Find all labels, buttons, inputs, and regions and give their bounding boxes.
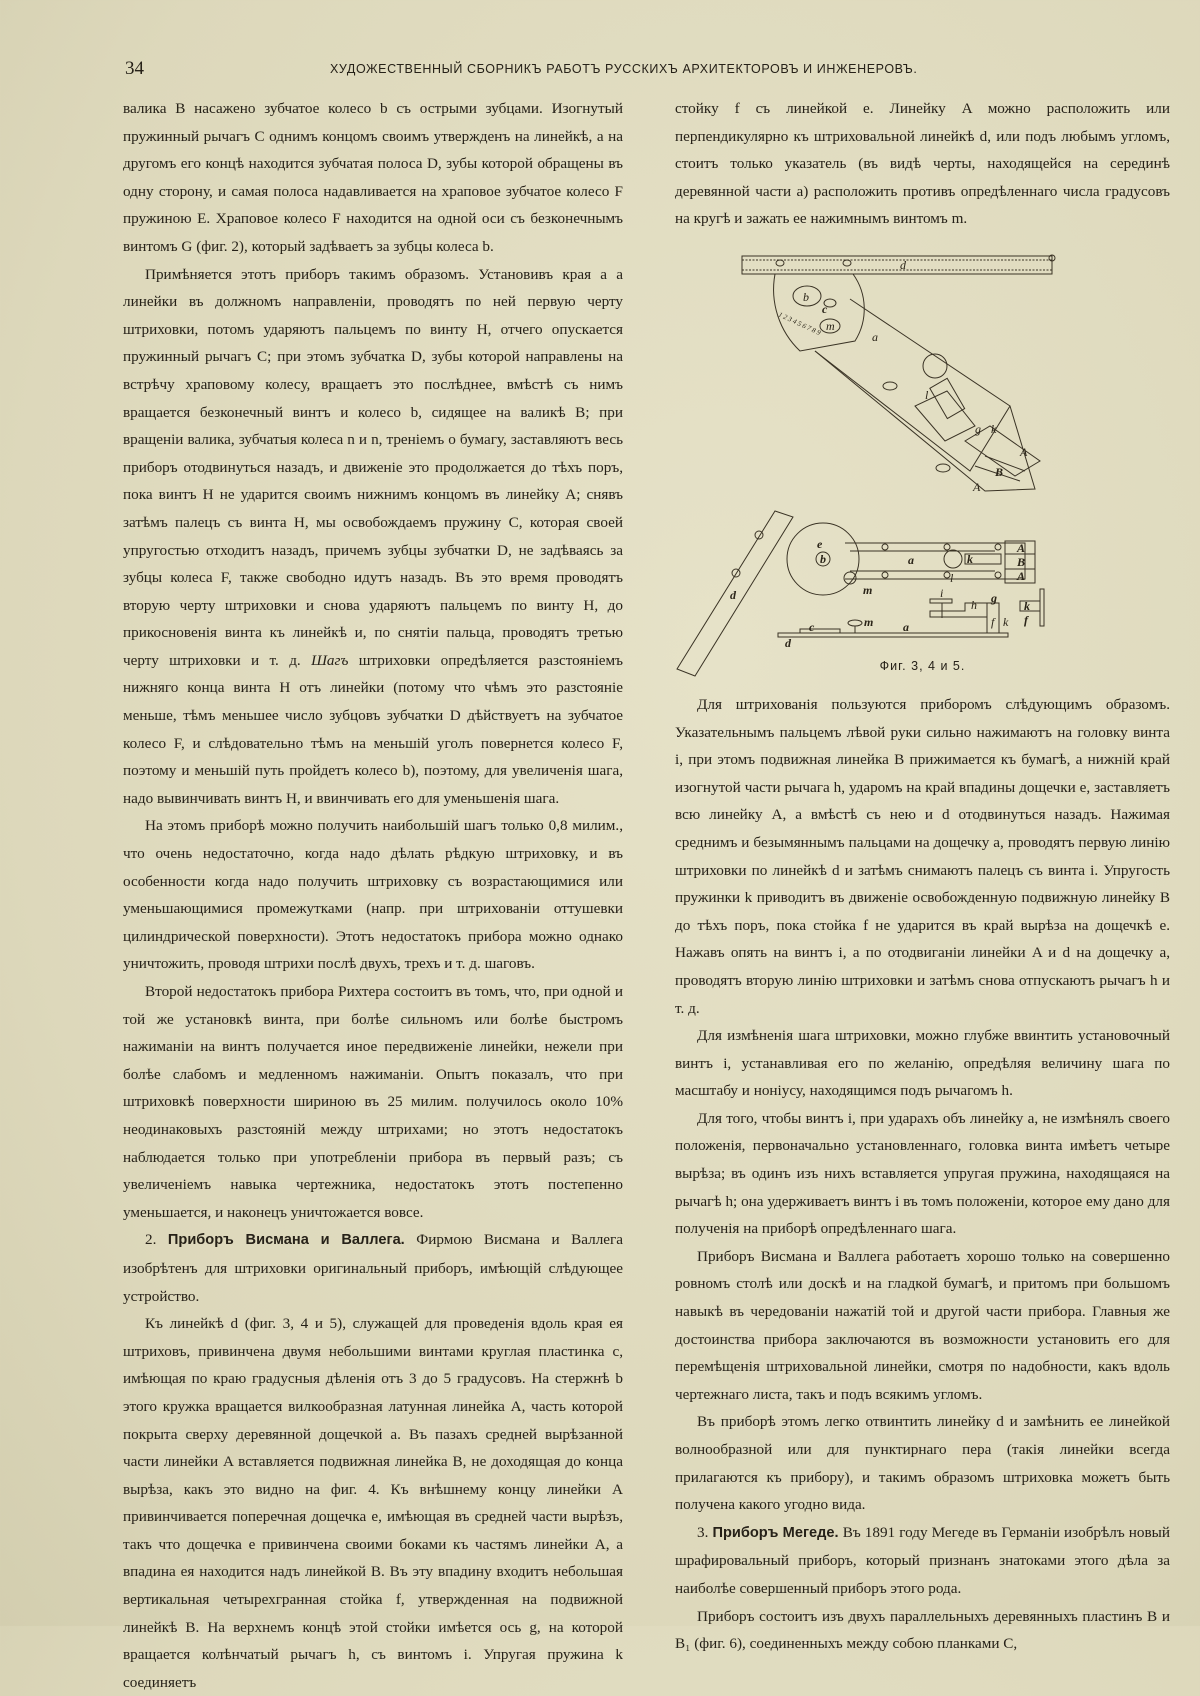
fig5-label-c: c: [809, 619, 815, 634]
fig5-label-d: d: [785, 635, 791, 650]
fig3-dial-c: [774, 274, 865, 351]
fig3-ruler-d: [742, 255, 1055, 274]
running-head: ХУДОЖЕСТВЕННЫЙ СБОРНИКЪ РАБОТЪ РУССКИХЪ АРХИТЕКТОРОВЪ И ИНЖЕНЕРОВЪ.: [330, 62, 918, 76]
fig3-label-c: c: [822, 301, 828, 316]
fig5-lever-h: [930, 603, 987, 617]
fig4-label-b: b: [820, 551, 826, 566]
paragraph: валика В насажено зубчатое колесо b съ острыми зубцами. Изогнутый пружинный рычагъ С однимъ концомъ своимъ утвержденъ на линейкѣ, а на другомъ его концѣ находится зубчатая полоса D, зубы которой обращены въ одну сторону, и самая полоса надавливается на храповое зубчатое колесо F пружиною E. Храповое колесо F находится на одной оси съ безконечнымъ винтомъ G (фиг. 2), который задѣваетъ за зубцы колеса b.: [123, 100, 623, 255]
paragraph: Для измѣненія шага штриховки, можно глубже ввинтить установочный винтъ i, устанавливая его по желанію, опредѣляя величину шага по масштабу и ноніусу, находящимся подъ рычагомъ h.: [675, 1027, 1170, 1100]
fig3-label-d: d: [900, 257, 906, 272]
fig5-label-g: g: [991, 590, 997, 605]
fig4-label-l: l: [950, 570, 954, 585]
fig4-label-B: B: [1017, 554, 1026, 569]
fig5-end-label-f: f: [1024, 612, 1028, 627]
fig3-dial-numbers: 1 2 3 4 5 6 7 8 9: [777, 310, 822, 338]
fig3-label-a: a: [872, 329, 878, 344]
fig3-label-l: l: [925, 387, 929, 402]
fig5-end-label-k: k: [1024, 598, 1030, 613]
fig3-label-A-top: A: [1020, 444, 1028, 459]
fig5-label-k: k: [1003, 614, 1009, 629]
fig5-label-i: i: [940, 585, 944, 600]
paragraph: стойку f съ линейкой e. Линейку A можно расположить или перпендикулярно къ штриховальной линейкѣ d, или подъ любымъ угломъ, стоитъ только указатель (въ видѣ черты, находящейся на серединѣ деревянной части a) расположить противъ опредѣленнаго числа градусовъ на кругѣ и зажать ее нажимнымъ винтомъ m.: [675, 100, 1170, 228]
page-number: 34: [125, 58, 144, 79]
paragraph-text: Фирмою Висмана и Валлега изобрѣтенъ для штриховки оригинальный приборъ, имѣющій слѣдующее устройство.: [123, 1231, 624, 1305]
paragraph: [123, 261, 623, 813]
fig4-label-k: k: [967, 551, 973, 566]
fig5-label-h: h: [971, 597, 977, 612]
figure-caption: Фиг. 3, 4 и 5.: [879, 659, 966, 674]
fig3-board-a: [815, 299, 1010, 471]
right-column: [675, 95, 1170, 1658]
paragraph: Къ линейкѣ d (фиг. 3, 4 и 5), служащей для проведенія вдоль края ея штриховъ, привинчена двумя небольшими винтами круглая пластинка c, имѣющая по краю градусныя дѣленія отъ 3 до 5 градусовъ. На стержнѣ b этого кружка вращается вилкообразная латунная линейка A, часть которой покрыта сверху деревянной дощечкой a. Въ пазахъ средней вырѣзанной части линейки A вставляется подвижная линейка B, не доходящая до конца вырѣза, какъ это видно на фиг. 4. Къ внѣшнему концу линейки A привинчивается поперечная дощечка e, имѣющая въ средней части вырѣзъ, такъ что дощечка e привинчена своими боками къ частямъ линейки A, а впадина ея находится надъ линейкой B. Въ эту впадину входитъ небольшая вертикальная четырехгранная стойка f, утвержденная на подвижной линейкѣ B. На верхнемъ концѣ этой стойки имѣется ось g, на которой вращается колѣнчатый рычагъ h, съ винтомъ i. Упругая пружина k соединяетъ: [123, 1315, 623, 1691]
paragraph: Приборъ Висмана и Валлега работаетъ хорошо только на совершенно ровномъ столѣ или доскѣ и на гладкой бумагѣ, и притомъ при большомъ навыкѣ въ чередованіи нажатій той и другой части прибора. Главныя же достоинства прибора заключаются въ возможности установить его для перемѣщенія штриховальной линейки, смотря по надобности, какъ вдоль чертежнаго листа, такъ и подъ всякимъ угломъ.: [675, 1247, 1170, 1403]
paragraph: Приборъ состоитъ изъ двухъ параллельныхъ деревянныхъ пластинъ B и B₁ (фиг. 6), соединенныхъ между собою планками C,: [675, 1607, 1170, 1653]
fig4-label-A-bottom: A: [1017, 568, 1026, 583]
instrument-drawing: [675, 241, 1170, 681]
paragraph: Для того, чтобы винтъ i, при ударахъ объ линейку a, не измѣнялъ своего положенія, первоначально установленнаго, головка винта имѣетъ четыре вырѣза; въ одинъ изъ нихъ вставляется упругая пружина, находящаяся на рычагѣ h; она удерживаетъ винтъ i въ томъ положеніи, которое ему дано для полученія на приборѣ опредѣленнаго шага.: [675, 1109, 1170, 1238]
fig5-label-a: a: [903, 619, 909, 634]
fig3-label-b: b: [803, 289, 809, 304]
paragraph: Для штрихованія пользуются приборомъ слѣдующимъ образомъ. Указательнымъ пальцемъ лѣвой руки сильно нажимаютъ на головку винта i, при этомъ подвижная линейка B прижимается къ бумагѣ, а нижній край изогнутой части рычага h, ударомъ на край впадины дощечки e, заставляетъ всю линейку A, а вмѣстѣ съ нею и d отодвинуться назадъ. Нажимая среднимъ и безымяннымъ пальцами на дощечку a, проводятъ первую линію штриховки по линейкѣ d и затѣмъ снимаютъ палецъ съ винта i. Упругость пружинки k приводитъ въ движеніе освобожденную подвижную линейку B до тѣхъ поръ, пока стойка f не ударится въ край вырѣза на дощечкѣ e. Нажавъ опять на винтъ i, а по отодвиганіи линейки A и d на дощечку a, проводятъ вторую линію штриховки и затѣмъ снова отпускаютъ рычагъ h и т. д.: [675, 695, 1170, 1017]
fig5-screw-m: [848, 620, 862, 626]
fig4-label-m: m: [863, 582, 873, 597]
section-paragraph: [123, 1226, 623, 1310]
fig3-label-A-bottom: A: [973, 479, 981, 494]
fig4-screw-i: [944, 550, 962, 568]
fig5-label-f: f: [991, 614, 995, 629]
fig4-label-d: d: [730, 587, 736, 602]
paragraph: На этомъ приборѣ можно получить наибольшій шагъ только 0,8 милим., что очень недостаточно, когда надо дѣлать рѣдкую штриховку, и въ особенности когда надо получить штриховку съ возрастающимися или уменьшающимися промежутками (напр. при штрихованіи оттушевки цилиндрической поверхности). Этотъ недостатокъ прибора можно однако уничтожить, проводя штрихи послѣ двухъ, трехъ и т. д. шаговъ.: [123, 817, 623, 973]
fig3-label-k: k: [991, 421, 997, 436]
paragraph: Въ приборѣ этомъ легко отвинтить линейку d и замѣнить ее линейкой волнообразной или для пунктирнаго пера (такія линейки всегда прилагаются къ прибору), и такимъ образомъ штриховка можетъ быть получена какого угодно вида.: [675, 1413, 1170, 1514]
section-number: 2.: [145, 1231, 157, 1249]
section-number: 3.: [697, 1523, 709, 1541]
fig4-label-A-top: A: [1017, 540, 1026, 555]
fig4-label-e: e: [817, 536, 823, 551]
section-paragraph: [675, 1519, 1170, 1603]
left-column: [123, 95, 623, 1696]
figure-3-4-5: [675, 241, 1170, 681]
paragraph-text: Примѣняется этотъ приборъ такимъ образомъ. Установивъ края a a линейки въ должномъ направленіи, проводятъ по ней первую черту штриховки, потомъ ударяютъ пальцемъ по винту H, отчего опускается пружинный рычагъ C; при этомъ зубчатка D, зубы которой направлены на встрѣчу храповому колесу, вращаетъ это послѣднее, вмѣстѣ съ нимъ вращается безконечный винтъ и колесо b, сидящее на валикѣ B; при вращеніи валика, зубчатыя колеса n и n, треніемъ о бумагу, заставляютъ весь приборъ отодвинуться назадъ, и движеніе это продолжается до тѣхъ поръ, пока винтъ H не ударится своимъ нижнимъ концомъ въ линейку A; снявъ затѣмъ палецъ съ винта H, мы освобождаемъ пружину C, которая своей упругостью отходитъ назадъ, причемъ зубцы зубчатки D, не задѣваясь за зубцы колеса F, также свободно идутъ назадъ. Въ это время проводятъ вторую черту штриховки и снова ударяютъ пальцемъ по винту H, до прикосновенія винта къ линейкѣ и, по снятіи пальца, проводятъ третью черту штриховки и т. д.: [123, 265, 623, 669]
fig3-label-g: g: [975, 421, 981, 436]
fig5-end-plate: [1040, 589, 1044, 626]
paragraph-text: штриховки опредѣляется разстояніемъ нижняго конца винта H отъ линейки (потому что чѣмъ это разстояніе меньше, тѣмъ меньшее число зубцовъ зубчатки D дѣйствуетъ на зубчатое колесо F, и слѣдовательно тѣмъ на меньшій уголъ повернется колесо F, поэтому и меньшій путь пройдетъ колесо b), поэтому, для увеличенія шага, надо вывинчивать винтъ H, и ввинчивать его для уменьшенія шага.: [123, 651, 624, 807]
fig3-label-m: m: [826, 318, 835, 333]
italic-term: Шагъ: [311, 651, 349, 669]
section-title: Приборъ Висмана и Валлега.: [167, 1232, 405, 1249]
fig5-label-m: m: [864, 614, 874, 629]
fig3-screw-i: [923, 354, 947, 378]
paragraph: Второй недостатокъ прибора Рихтера состоитъ въ томъ, что, при одной и той же установкѣ винта, при болѣе сильномъ или болѣе быстромъ нажиманіи на винтъ получается иное передвиженіе линейки, нежели при болѣе слабомъ и медленномъ нажиманіи. Опытъ показалъ, что при штриховкѣ поверхности шириною въ 25 милим. получилось около 10% неодинаковыхъ разстояній между штрихами; но этотъ недостатокъ наблюдается только при употребленіи прибора въ первый разъ; съ увеличеніемъ навыка чертежника, недостатокъ этотъ постепенно уменьшается, и наконецъ уничтожается вовсе.: [123, 983, 623, 1221]
fig4-label-a: a: [908, 552, 914, 567]
paragraph-text: Въ 1891 году Мегеде въ Германіи изобрѣлъ новый шрафировальный приборъ, который признанъ знатоками этого дѣла за наиболѣе совершенный приборъ этого рода.: [675, 1523, 1170, 1597]
fig3-label-B: B: [995, 464, 1004, 479]
section-title: Приборъ Мегеде.: [712, 1524, 839, 1541]
